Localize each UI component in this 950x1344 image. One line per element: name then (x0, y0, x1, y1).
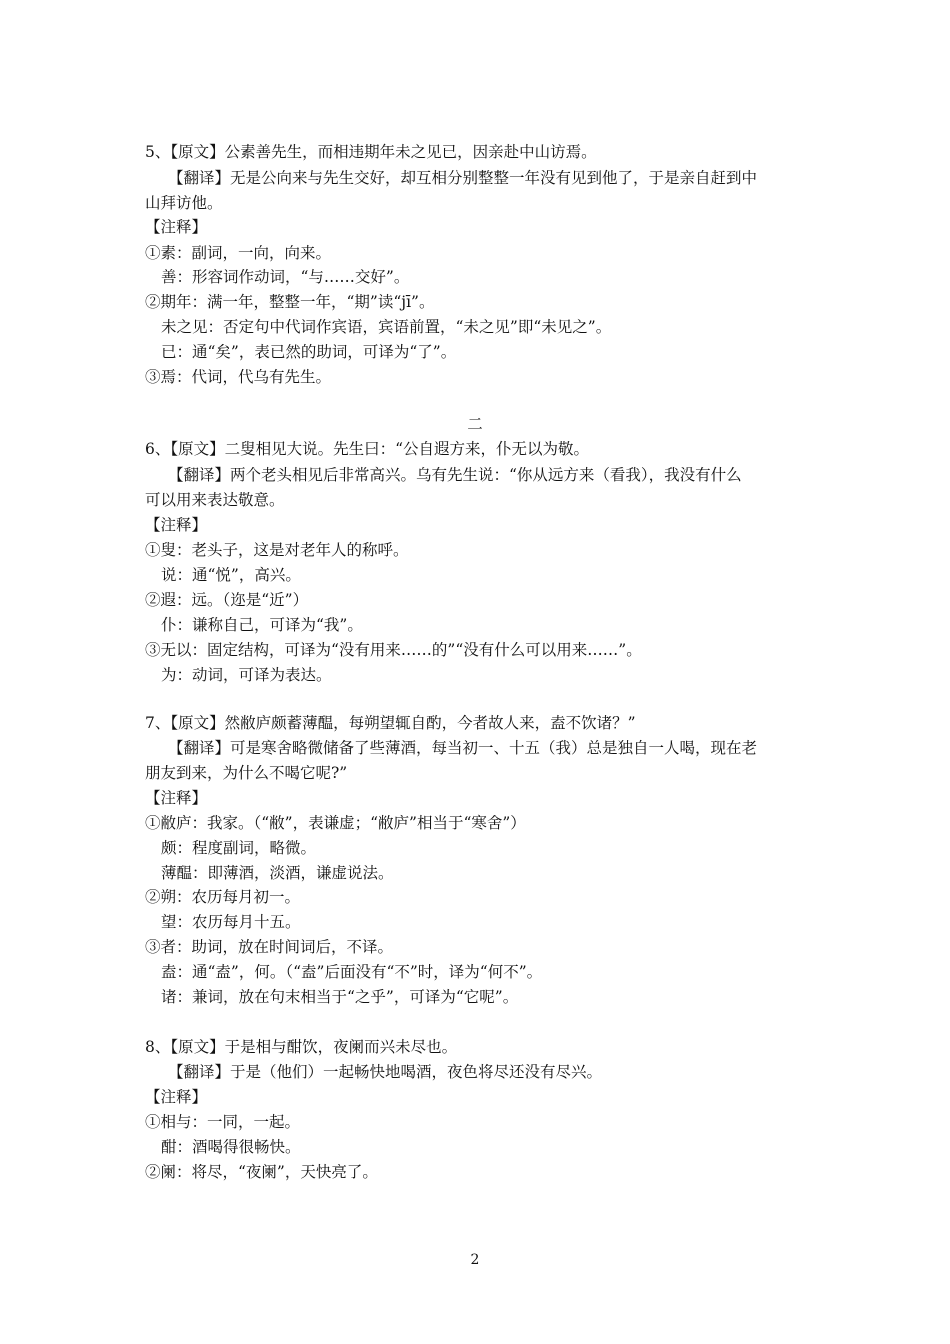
page-number: 2 (470, 1252, 480, 1268)
block-8-note-header: 【注释】 (145, 1088, 208, 1106)
block-8-note-2: 酣：酒喝得很畅快。 (161, 1138, 301, 1156)
block-6-note-5: ③无以：固定结构，可译为“没有用来……的”“没有什么可以用来……”。 (145, 641, 642, 659)
block-6-note-3: ②遐：远。（迩是“近”） (145, 591, 309, 609)
block-7-note-header: 【注释】 (145, 789, 208, 807)
block-8-translation-line-1: 【翻译】于是（他们）一起畅快地喝酒，夜色将尽还没有尽兴。 (168, 1063, 603, 1081)
block-8-note-3: ②阑：将尽，“夜阑”，天快亮了。 (145, 1163, 378, 1181)
block-6-note-1: ①叟：老头子，这是对老年人的称呼。 (145, 541, 409, 559)
block-7-note-3: 薄醖：即薄酒，淡酒，谦虚说法。 (161, 864, 394, 882)
block-6-note-6: 为：动词，可译为表达。 (161, 666, 332, 684)
section-heading: 二 (467, 415, 483, 433)
block-7-note-8: 诸：兼词，放在句末相当于“之乎”，可译为“它呢”。 (161, 988, 519, 1006)
block-5-note-header: 【注释】 (145, 218, 208, 236)
block-7-note-7: 盍：通“盍”，何。（“盍”后面没有“不”时，译为“何不”。 (161, 963, 543, 981)
block-7-note-1: ①敝庐：我家。（“敝”，表谦虚；“敝庐”相当于“寒舍”） (145, 814, 526, 832)
block-6-translation-line-2: 可以用来表达敬意。 (145, 491, 285, 509)
block-7-title: 7、【原文】然敝庐颇蓄薄醖，每朔望辄自酌，今者故人来，盍不饮诸？” (145, 714, 636, 732)
block-5-translation-line-1: 【翻译】无是公向来与先生交好，却互相分别整整一年没有见到他了，于是亲自赶到中 (168, 169, 758, 187)
block-7-translation-line-1: 【翻译】可是寒舍略微储备了些薄酒，每当初一、十五（我）总是独自一人喝，现在老 (168, 739, 758, 757)
block-5-note-1: ①素：副词，一向，向来。 (145, 244, 332, 262)
block-6-note-4: 仆：谦称自己，可译为“我”。 (161, 616, 363, 634)
block-7-note-2: 颇：程度副词，略微。 (161, 839, 317, 857)
block-5-note-2: 善：形容词作动词，“与……交好”。 (161, 268, 410, 286)
block-8-title: 8、【原文】于是相与酣饮，夜阑而兴未尽也。 (145, 1038, 458, 1056)
block-5-note-5: 已：通“矣”，表已然的助词，可译为“了”。 (161, 343, 457, 361)
block-6-note-header: 【注释】 (145, 516, 208, 534)
block-6-title: 6、【原文】二叟相见大说。先生曰：“公自遐方来，仆无以为敬。 (145, 440, 590, 458)
block-7-note-6: ③者：助词，放在时间词后，不译。 (145, 938, 394, 956)
block-5-title: 5、【原文】公素善先生，而相违期年未之见已，因亲赴中山访焉。 (145, 143, 597, 161)
block-7-translation-line-2: 朋友到来，为什么不喝它呢?” (145, 764, 348, 782)
block-7-note-4: ②朔：农历每月初一。 (145, 888, 301, 906)
block-6-translation-line-1: 【翻译】两个老头相见后非常高兴。乌有先生说：“你从远方来（看我），我没有什么 (168, 466, 742, 484)
block-5-note-6: ③焉：代词，代乌有先生。 (145, 368, 332, 386)
block-6-note-2: 说：通“悦”，高兴。 (161, 566, 301, 584)
block-5-translation-line-2: 山拜访他。 (145, 194, 223, 212)
block-5-note-3: ②期年：满一年，整整一年，“期”读“jī”。 (145, 293, 435, 311)
block-5-note-4: 未之见：否定句中代词作宾语，宾语前置，“未之见”即“未见之”。 (161, 318, 612, 336)
block-8-note-1: ①相与：一同，一起。 (145, 1113, 301, 1131)
block-7-note-5: 望：农历每月十五。 (161, 913, 301, 931)
